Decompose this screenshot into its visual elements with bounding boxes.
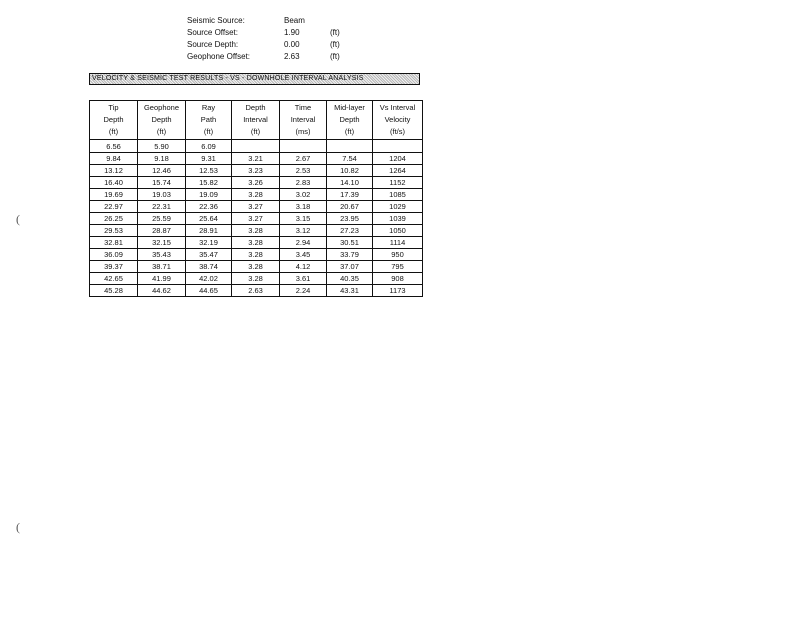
table-cell: 6.56 bbox=[90, 140, 138, 153]
table-cell: 3.27 bbox=[232, 213, 280, 225]
table-cell: 2.94 bbox=[280, 237, 327, 249]
param-value: Beam bbox=[284, 16, 305, 25]
table-row bbox=[90, 177, 423, 189]
column-header-line: Depth bbox=[151, 115, 172, 124]
table-cell: 3.28 bbox=[232, 225, 280, 237]
table-cell: 1173 bbox=[373, 285, 423, 297]
table-cell: 44.65 bbox=[186, 285, 232, 297]
scan-mark: ( bbox=[16, 212, 20, 226]
table-cell: 32.81 bbox=[90, 237, 138, 249]
param-value: 0.00 bbox=[284, 40, 300, 49]
table-cell: 1085 bbox=[373, 189, 423, 201]
table-row bbox=[90, 285, 423, 297]
table-row bbox=[90, 165, 423, 177]
table-cell: 3.28 bbox=[232, 249, 280, 261]
table-cell: 15.74 bbox=[138, 177, 186, 189]
table-cell: 43.31 bbox=[327, 285, 373, 297]
table-cell: 1264 bbox=[373, 165, 423, 177]
column-header bbox=[373, 101, 423, 140]
column-header-line: (ms) bbox=[295, 127, 311, 136]
table-cell: 3.18 bbox=[280, 201, 327, 213]
table-row bbox=[90, 153, 423, 165]
table-cell: 16.40 bbox=[90, 177, 138, 189]
column-header bbox=[138, 101, 186, 140]
table-cell: 36.09 bbox=[90, 249, 138, 261]
table-cell: 9.18 bbox=[138, 153, 186, 165]
param-unit: (ft) bbox=[330, 52, 340, 61]
table-cell: 1029 bbox=[373, 201, 423, 213]
param-label: Seismic Source: bbox=[187, 16, 245, 25]
column-header-line: Interval bbox=[290, 115, 316, 124]
column-header-line: (ft) bbox=[250, 127, 261, 136]
table-cell: 1114 bbox=[373, 237, 423, 249]
table-cell: 35.47 bbox=[186, 249, 232, 261]
scan-mark: ( bbox=[16, 520, 20, 534]
table-cell: 40.35 bbox=[327, 273, 373, 285]
column-header-line: Mid-layer bbox=[334, 103, 365, 112]
table-cell: 33.79 bbox=[327, 249, 373, 261]
param-row bbox=[187, 15, 357, 27]
column-header-line: (ft) bbox=[156, 127, 167, 136]
table-cell: 28.91 bbox=[186, 225, 232, 237]
param-row bbox=[187, 39, 357, 51]
table-cell: 37.07 bbox=[327, 261, 373, 273]
table-cell: 3.45 bbox=[280, 249, 327, 261]
table-cell: 32.15 bbox=[138, 237, 186, 249]
table-row bbox=[90, 261, 423, 273]
column-header bbox=[232, 101, 280, 140]
table-cell: 3.28 bbox=[232, 189, 280, 201]
table-cell: 45.28 bbox=[90, 285, 138, 297]
column-header-line: Vs Interval bbox=[379, 103, 416, 112]
param-value: 1.90 bbox=[284, 28, 300, 37]
table-cell: 22.97 bbox=[90, 201, 138, 213]
column-header-line: (ft) bbox=[203, 127, 214, 136]
table-cell: 15.82 bbox=[186, 177, 232, 189]
table-cell: 12.46 bbox=[138, 165, 186, 177]
table-cell: 1152 bbox=[373, 177, 423, 189]
column-header-line: Path bbox=[200, 115, 217, 124]
table-cell: 39.37 bbox=[90, 261, 138, 273]
table-cell: 28.87 bbox=[138, 225, 186, 237]
table-cell: 1050 bbox=[373, 225, 423, 237]
table-cell: 908 bbox=[373, 273, 423, 285]
table-cell: 3.26 bbox=[232, 177, 280, 189]
table-cell: 17.39 bbox=[327, 189, 373, 201]
column-header bbox=[280, 101, 327, 140]
column-header-line: Depth bbox=[245, 103, 266, 112]
column-header-line: (ft) bbox=[344, 127, 355, 136]
table-cell: 2.67 bbox=[280, 153, 327, 165]
table-cell: 19.69 bbox=[90, 189, 138, 201]
column-header-line: Velocity bbox=[384, 115, 411, 124]
param-value: 2.63 bbox=[284, 52, 300, 61]
column-header bbox=[186, 101, 232, 140]
test-parameters bbox=[187, 15, 357, 63]
table-cell: 3.27 bbox=[232, 201, 280, 213]
column-header-line: Depth bbox=[339, 115, 360, 124]
table-row bbox=[90, 201, 423, 213]
table-cell: 38.74 bbox=[186, 261, 232, 273]
table-cell: 950 bbox=[373, 249, 423, 261]
table-cell bbox=[280, 140, 327, 153]
table-cell: 2.63 bbox=[232, 285, 280, 297]
table-cell: 19.03 bbox=[138, 189, 186, 201]
param-label: Geophone Offset: bbox=[187, 52, 251, 61]
table-cell: 7.54 bbox=[327, 153, 373, 165]
table-cell: 3.28 bbox=[232, 261, 280, 273]
table-cell: 12.53 bbox=[186, 165, 232, 177]
column-header-line: (ft) bbox=[108, 127, 119, 136]
table-cell: 795 bbox=[373, 261, 423, 273]
column-header bbox=[90, 101, 138, 140]
table-cell: 25.64 bbox=[186, 213, 232, 225]
table-row bbox=[90, 189, 423, 201]
table-cell: 30.51 bbox=[327, 237, 373, 249]
param-label: Source Depth: bbox=[187, 40, 239, 49]
table-cell: 14.10 bbox=[327, 177, 373, 189]
table-cell: 5.90 bbox=[138, 140, 186, 153]
table-header-row bbox=[90, 101, 423, 140]
table-cell: 35.43 bbox=[138, 249, 186, 261]
column-header-line: Tip bbox=[108, 103, 119, 112]
param-row bbox=[187, 27, 357, 39]
column-header-line: Time bbox=[294, 103, 312, 112]
table-cell: 32.19 bbox=[186, 237, 232, 249]
table-cell: 3.61 bbox=[280, 273, 327, 285]
results-table bbox=[89, 100, 423, 297]
param-unit: (ft) bbox=[330, 40, 340, 49]
table-cell: 22.36 bbox=[186, 201, 232, 213]
column-header bbox=[327, 101, 373, 140]
table-cell: 25.59 bbox=[138, 213, 186, 225]
param-unit: (ft) bbox=[330, 28, 340, 37]
table-cell: 2.83 bbox=[280, 177, 327, 189]
table-cell bbox=[232, 140, 280, 153]
param-label: Source Offset: bbox=[187, 28, 238, 37]
table-cell: 3.28 bbox=[232, 237, 280, 249]
table-row bbox=[90, 140, 423, 153]
table-cell: 26.25 bbox=[90, 213, 138, 225]
column-header-line: Geophone bbox=[143, 103, 180, 112]
table-cell: 20.67 bbox=[327, 201, 373, 213]
table-row bbox=[90, 237, 423, 249]
table-cell: 1204 bbox=[373, 153, 423, 165]
table-cell: 44.62 bbox=[138, 285, 186, 297]
param-row bbox=[187, 51, 357, 63]
table-cell: 42.65 bbox=[90, 273, 138, 285]
table-cell: 9.84 bbox=[90, 153, 138, 165]
column-header-line: Depth bbox=[103, 115, 124, 124]
table-cell: 27.23 bbox=[327, 225, 373, 237]
table-cell: 3.12 bbox=[280, 225, 327, 237]
table-cell: 42.02 bbox=[186, 273, 232, 285]
column-header-line: Interval bbox=[243, 115, 268, 124]
table-cell: 2.53 bbox=[280, 165, 327, 177]
table-cell: 3.28 bbox=[232, 273, 280, 285]
table-cell: 38.71 bbox=[138, 261, 186, 273]
column-header-line: (ft/s) bbox=[390, 127, 405, 136]
table-row bbox=[90, 225, 423, 237]
table-cell: 22.31 bbox=[138, 201, 186, 213]
table-row bbox=[90, 273, 423, 285]
table-cell: 1039 bbox=[373, 213, 423, 225]
table-cell: 29.53 bbox=[90, 225, 138, 237]
table-row bbox=[90, 249, 423, 261]
table-cell bbox=[327, 140, 373, 153]
table-cell: 41.99 bbox=[138, 273, 186, 285]
results-banner: VELOCITY & SEISMIC TEST RESULTS - VS - DOWNHOLE INTERVAL ANALYSIS bbox=[89, 73, 420, 85]
table-row bbox=[90, 213, 423, 225]
table-cell: 3.02 bbox=[280, 189, 327, 201]
table-cell: 13.12 bbox=[90, 165, 138, 177]
table-cell: 3.21 bbox=[232, 153, 280, 165]
column-header-line: Ray bbox=[201, 103, 216, 112]
table-cell bbox=[373, 140, 423, 153]
table-cell: 3.15 bbox=[280, 213, 327, 225]
table-cell: 9.31 bbox=[186, 153, 232, 165]
table-cell: 6.09 bbox=[186, 140, 232, 153]
table-cell: 23.95 bbox=[327, 213, 373, 225]
table-cell: 2.24 bbox=[280, 285, 327, 297]
table-cell: 4.12 bbox=[280, 261, 327, 273]
table-cell: 3.23 bbox=[232, 165, 280, 177]
table-cell: 10.82 bbox=[327, 165, 373, 177]
table-cell: 19.09 bbox=[186, 189, 232, 201]
